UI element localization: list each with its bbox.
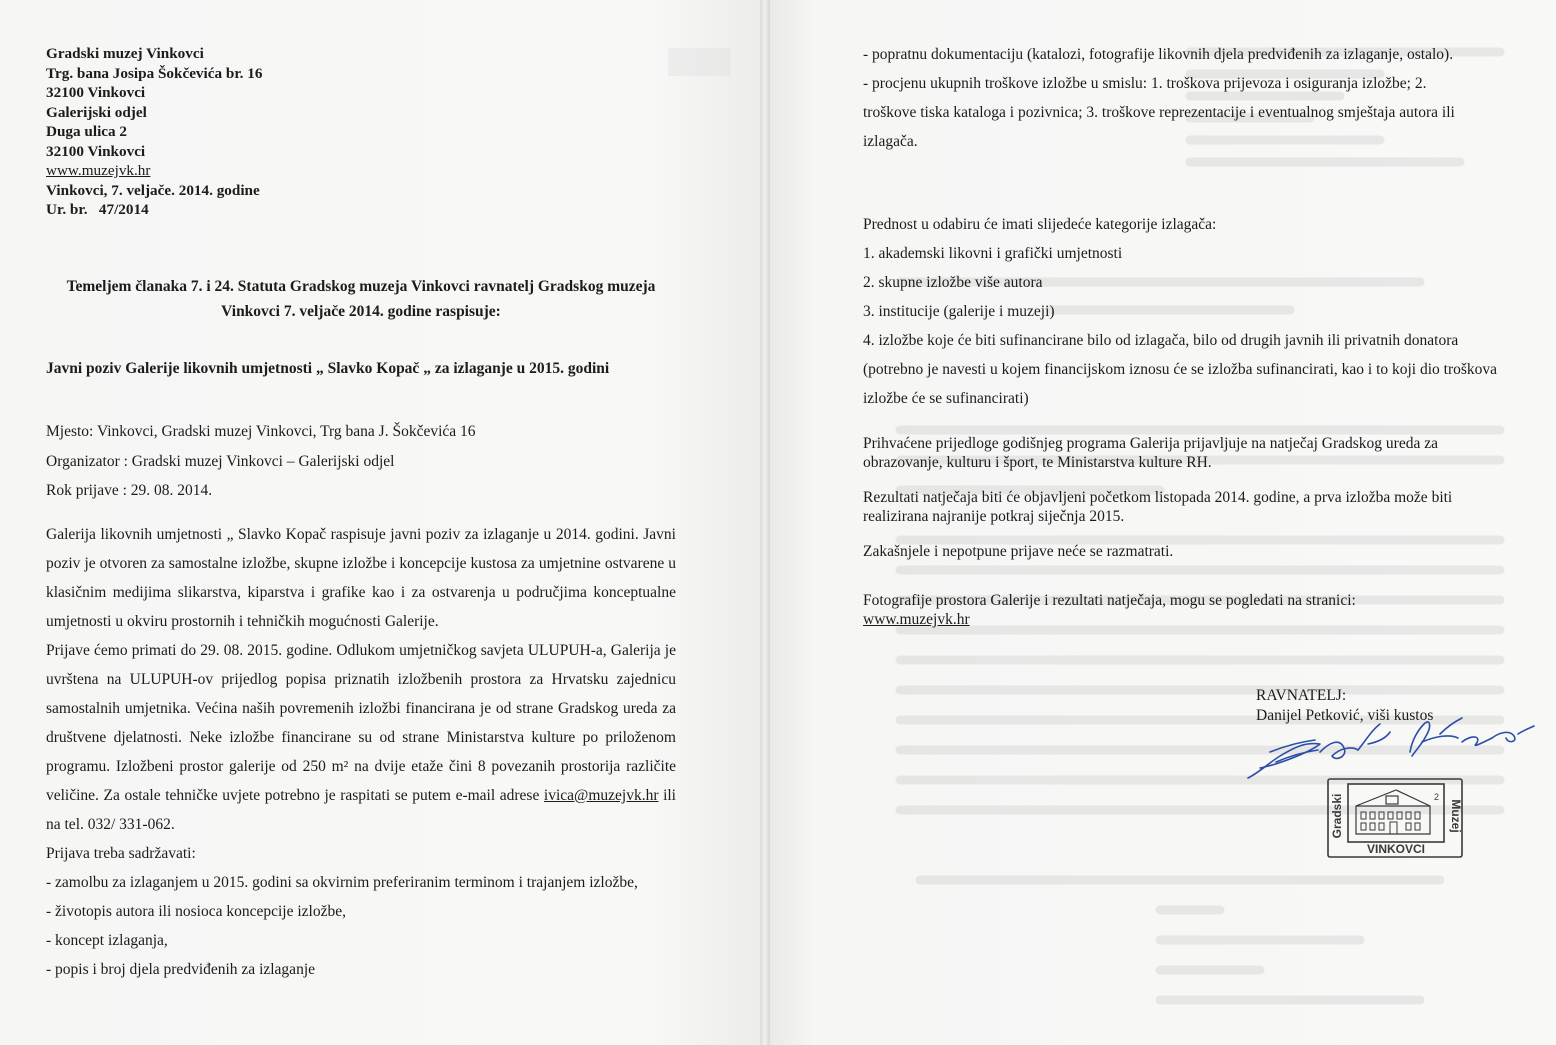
phone-text: ili na tel. 032/ 331-062. xyxy=(46,787,676,833)
paragraph-details-text: Prijave ćemo primati do 29. 08. 2015. godine. Odlukom umjetničkog savjeta ULUPUH-a, Galerija je uvrštena na ULUPUH-ov prijedlog popisa priznatih izložbenih prostora za Hrvatsku zajednicu samostalnih umjetnika. Većina naših povremenih izložbi financirana je od strane Gradskog ureda za društvene djelatnosti. Neke izložbe financirane su od strane Ministarstva kulture po priloženom programu. Izložbeni prostor galerije od 250 m² na dvije etaže čini 8 povezanih prostorija različite veličine. Za ostale tehničke uvjete potrebno je raspitati se putem e-mail adrese xyxy=(46,642,676,804)
deadline-line: Rok prijave : 29. 08. 2014. xyxy=(46,482,213,499)
handwritten-signature xyxy=(1240,712,1540,782)
letterhead xyxy=(46,44,262,220)
requirement-item: - koncept izlaganja, xyxy=(46,932,168,949)
requirement-item: - popratnu dokumentaciju (katalozi, fotografije likovnih djela predviđenih za izlaganje, ostalo). xyxy=(863,46,1454,63)
paragraph-call: Galerija likovnih umjetnosti „ Slavko Kopač raspisuje javni poziv za izlaganje u 2014. godini. Javni poziv je otvoren za samostalne izložbe, skupne izložbe i koncepcije kustosa za umjetnine ostvarene u klasičnim medijima slikarstva, kiparstva i grafike kao i za ostvarenja u područjima konceptualne umjetnosti u okviru prostornih i tehničkih mogućnosti Galerije. xyxy=(46,526,676,630)
document-title: Javni poziv Galerije likovnih umjetnosti „ Slavko Kopač „ za izlaganje u 2015. godini xyxy=(46,360,610,377)
letterhead-line: 32100 Vinkovci xyxy=(46,142,146,160)
priority-title: Prednost u odabiru će imati slijedeće kategorije izlagača: xyxy=(863,216,1217,233)
website-link[interactable]: www.muzejvk.hr xyxy=(46,162,151,179)
letterhead-line: 32100 Vinkovci xyxy=(46,84,146,101)
requirements-title: Prijava treba sadržavati: xyxy=(46,845,196,862)
website-link[interactable]: www.muzejvk.hr xyxy=(863,611,970,628)
paragraph-program: Prihvaćene prijedloge godišnjeg programa Galerija prijavljuje na natječaj Gradskog ureda za obrazovanje, kulturu i šport, te Ministarstva kulture RH. xyxy=(863,435,1438,471)
email-link[interactable]: ivica@muzejvk.hr xyxy=(543,787,659,804)
signatory-name: Danijel Petković, viši kustos xyxy=(1256,707,1434,724)
priority-item: 1. akademski likovni i grafički umjetnosti xyxy=(863,245,1123,262)
priority-section xyxy=(863,210,1503,413)
paragraph-photos: Fotografije prostora Galerije i rezultati natječaja, mogu se pogledati na stranici: xyxy=(863,592,1356,609)
signatory-role: RAVNATELJ: xyxy=(1256,687,1347,704)
call-details xyxy=(46,417,476,506)
stamp-word-muzej: Muzej xyxy=(1449,799,1463,833)
organizer-line: Organizator : Gradski muzej Vinkovci – Galerijski odjel xyxy=(46,452,395,470)
paragraph-results: Rezultati natječaja biti će objavljeni početkom listopada 2014. godine, a prva izložba može biti realizirana najranije potkraj siječnja 2015. xyxy=(863,489,1453,525)
place-line: Mjesto: Vinkovci, Gradski muzej Vinkovci, Trg bana J. Šokčevića 16 xyxy=(46,423,476,440)
priority-item: 2. skupne izložbe više autora xyxy=(863,274,1043,291)
requirement-item: - zamolbu za izlaganjem u 2015. godini sa okvirnim preferiranim terminom i trajanjem izložbe, xyxy=(46,874,638,891)
letterhead-line: Galerijski odjel xyxy=(46,103,147,121)
letterhead-line: Trg. bana Josipa Šokčevića br. 16 xyxy=(46,64,263,82)
priority-item: 3. institucije (galerije i muzeji) xyxy=(863,303,1055,320)
body-text-left xyxy=(46,520,676,984)
priority-item: 4. izložbe koje će biti sufinancirane bilo od izlagača, bilo od drugih javnih ili privatnih donatora (potrebno je navesti u kojem financijskom iznosu će se izložba sufinancirati, kao i to koji dio troškova izložbe će se sufinancirati) xyxy=(863,332,1498,407)
closing-paragraphs xyxy=(863,434,1503,577)
stamp-word-gradski: Gradski xyxy=(1330,793,1344,839)
photos-paragraph xyxy=(863,591,1503,629)
date-line: Vinkovci, 7. veljače. 2014. godine xyxy=(46,181,260,199)
letterhead-line: Duga ulica 2 xyxy=(46,123,128,140)
intro-statement: Temeljem članaka 7. i 24. Statuta Gradskog muzeja Vinkovci ravnatelj Gradskog muzeja Vinkovci 7. veljače 2014. godine raspisuje: xyxy=(66,278,656,320)
requirements-continued xyxy=(863,40,1483,156)
stamp-number: 2 xyxy=(1434,792,1440,802)
paragraph-late: Zakašnjele i nepotpune prijave neće se razmatrati. xyxy=(863,543,1174,560)
requirement-item: - popis i broj djela predviđenih za izlaganje xyxy=(46,961,316,978)
building-icon xyxy=(1356,790,1430,834)
letterhead-line: Gradski muzej Vinkovci xyxy=(46,45,204,62)
requirement-item: - životopis autora ili nosioca koncepcije izložbe, xyxy=(46,903,346,920)
requirement-item: - procjenu ukupnih troškove izložbe u smislu: 1. troškova prijevoza i osiguranja izložbe; 2. troškove tiska kataloga i pozivnica; 3. troškove reprezentacije i eventualnog smještaja autora ili izlagača. xyxy=(863,75,1455,150)
page-fold xyxy=(760,0,770,1045)
reference-number: Ur. br. 47/2014 xyxy=(46,201,149,218)
museum-stamp xyxy=(1326,776,1464,860)
stamp-city: VINKOVCI xyxy=(1366,842,1426,856)
paragraph-details xyxy=(46,636,676,839)
